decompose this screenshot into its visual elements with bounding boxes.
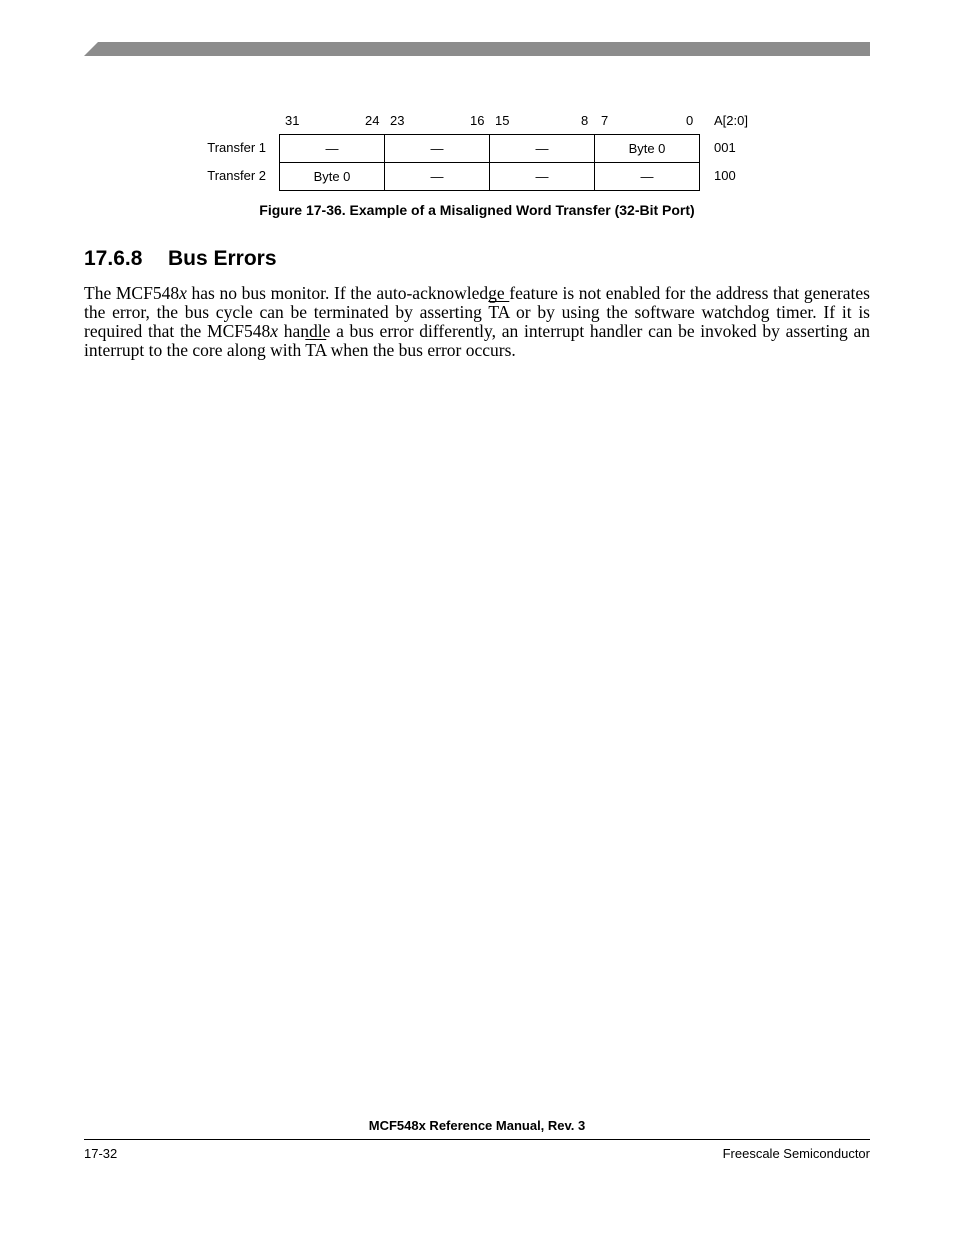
bit-number-8: 8 bbox=[581, 113, 589, 128]
text-run: handle a bus error differently, an interrupt handler can be invoked by asserting an interrupt to the core along with bbox=[84, 321, 870, 360]
bit-number-15: 15 bbox=[495, 113, 510, 128]
table-cell: — bbox=[385, 135, 490, 163]
table-cell: — bbox=[385, 163, 490, 191]
text-run: The MCF548 bbox=[84, 283, 180, 303]
table-row bbox=[280, 163, 700, 191]
bit-table bbox=[279, 134, 700, 191]
text-run: has no bus monitor. If the auto-acknowledge feature is not enabled for the address that generates the error, the bus cycle can be terminated by asserting bbox=[84, 283, 870, 322]
text-run: or by using the software watchdog timer. If it is required that the MCF548 bbox=[84, 302, 870, 341]
bit-number-23: 23 bbox=[390, 113, 405, 128]
body-paragraph bbox=[84, 284, 870, 360]
table-cell: — bbox=[280, 135, 385, 163]
signal-ta-overbar: $\overline{TA}$ bbox=[305, 340, 327, 360]
text-run: when the bus error occurs. bbox=[326, 340, 516, 360]
table-cell: Byte 0 bbox=[280, 163, 385, 191]
footer-rule bbox=[84, 1139, 870, 1140]
row-label-transfer-2: Transfer 2 bbox=[207, 168, 266, 183]
bit-number-31: 31 bbox=[285, 113, 300, 128]
table-cell: — bbox=[490, 163, 595, 191]
bit-number-24: 24 bbox=[365, 113, 380, 128]
table-cell: — bbox=[595, 163, 700, 191]
address-value-transfer-1: 001 bbox=[714, 140, 736, 155]
row-label-transfer-1: Transfer 1 bbox=[207, 140, 266, 155]
address-header: A[2:0] bbox=[714, 113, 748, 128]
bit-number-7: 7 bbox=[601, 113, 609, 128]
section-number: 17.6.8 bbox=[84, 247, 143, 270]
italic-x: x bbox=[270, 321, 279, 341]
signal-ta-overbar: $\overline{TA}$ bbox=[488, 302, 510, 322]
bit-layout-figure bbox=[0, 0, 954, 230]
footer-title: MCF548x Reference Manual, Rev. 3 bbox=[368, 1118, 586, 1133]
section-heading bbox=[84, 246, 870, 272]
table-row bbox=[280, 135, 700, 163]
section-title: Bus Errors bbox=[168, 247, 277, 270]
table-cell: — bbox=[490, 135, 595, 163]
address-value-transfer-2: 100 bbox=[714, 168, 736, 183]
publisher-name: Freescale Semiconductor bbox=[722, 1146, 870, 1161]
figure-caption: Figure 17-36. Example of a Misaligned Word Transfer (32-Bit Port) bbox=[259, 202, 695, 218]
bit-number-0: 0 bbox=[686, 113, 694, 128]
table-cell: Byte 0 bbox=[595, 135, 700, 163]
italic-x: x bbox=[179, 283, 187, 303]
bit-number-16: 16 bbox=[470, 113, 485, 128]
page-number: 17-32 bbox=[84, 1146, 118, 1161]
